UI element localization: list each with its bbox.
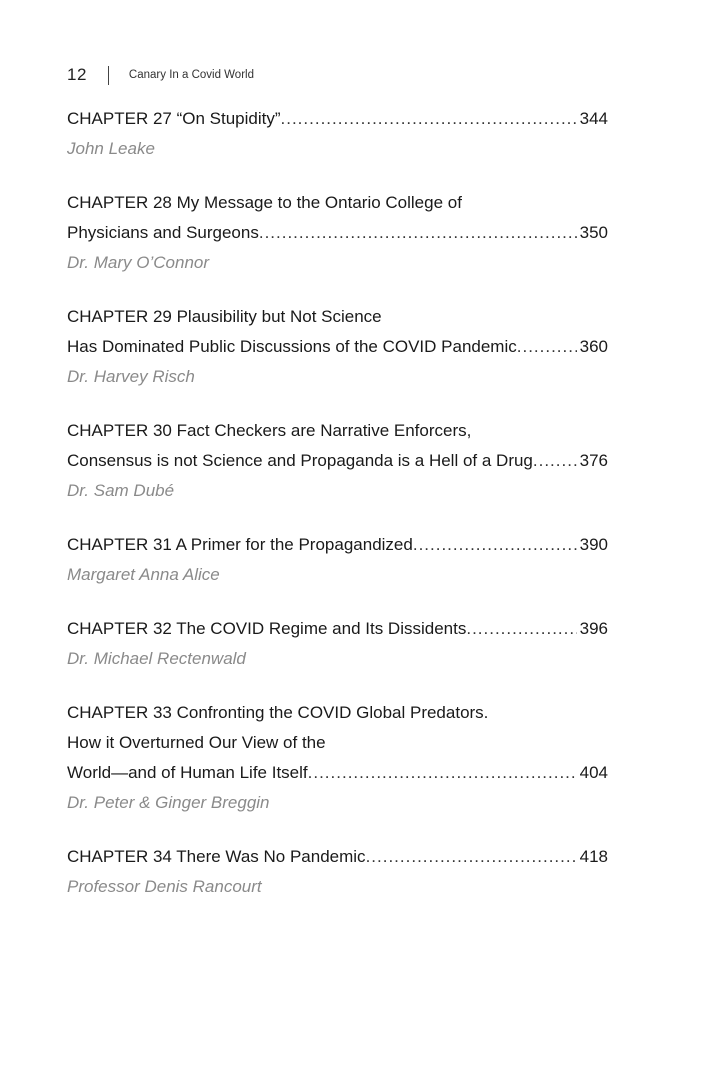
- chapter-title-continued: World—and of Human Life Itself: [67, 763, 308, 782]
- toc-entry-line: [67, 188, 608, 218]
- table-of-contents: [67, 104, 608, 906]
- chapter-title-continued: Physicians and Surgeons: [67, 223, 259, 242]
- chapter-title: CHAPTER 31 A Primer for the Propagandized: [67, 535, 413, 554]
- chapter-title: CHAPTER 27 “On Stupidity”: [67, 109, 281, 128]
- dot-leader: [466, 614, 576, 644]
- toc-entry-chapter-32: [67, 614, 608, 678]
- chapter-author: Professor Denis Rancourt: [67, 877, 262, 896]
- toc-entry-chapter-30: [67, 416, 608, 510]
- toc-entry-chapter-33: [67, 698, 608, 822]
- toc-entry-line: [67, 728, 608, 758]
- chapter-title: CHAPTER 30 Fact Checkers are Narrative Enforcers,: [67, 421, 472, 440]
- page-reference: 396: [579, 619, 608, 638]
- toc-entry-chapter-29: [67, 302, 608, 396]
- chapter-author: Dr. Peter & Ginger Breggin: [67, 793, 270, 812]
- dot-leader: [259, 218, 577, 248]
- chapter-title: CHAPTER 32 The COVID Regime and Its Dissidents: [67, 619, 467, 638]
- chapter-author: Dr. Harvey Risch: [67, 367, 195, 386]
- header-divider: [108, 66, 109, 85]
- dot-leader: [366, 842, 577, 872]
- page-reference: 376: [579, 451, 608, 470]
- dot-leader: [413, 530, 577, 560]
- page-reference: 404: [579, 763, 608, 782]
- chapter-author: Margaret Anna Alice: [67, 565, 220, 584]
- chapter-title-continued: Consensus is not Science and Propaganda is a Hell of a Drug: [67, 451, 533, 470]
- toc-entry-line: [67, 842, 608, 872]
- chapter-author: John Leake: [67, 139, 155, 158]
- chapter-title: CHAPTER 29 Plausibility but Not Science: [67, 307, 382, 326]
- toc-entry-line: [67, 416, 608, 446]
- chapter-title: CHAPTER 34 There Was No Pandemic: [67, 847, 366, 866]
- chapter-author: Dr. Michael Rectenwald: [67, 649, 246, 668]
- toc-entry-line: [67, 332, 608, 362]
- toc-entry-line: [67, 698, 608, 728]
- chapter-title: CHAPTER 28 My Message to the Ontario College of: [67, 193, 462, 212]
- page-number: 12: [67, 65, 87, 84]
- chapter-author: Dr. Mary O’Connor: [67, 253, 210, 272]
- chapter-title-continued: Has Dominated Public Discussions of the COVID Pandemic: [67, 337, 517, 356]
- page-reference: 350: [579, 223, 608, 242]
- toc-entry-chapter-27: [67, 104, 608, 168]
- page-reference: 418: [579, 847, 608, 866]
- page-reference: 360: [579, 337, 608, 356]
- dot-leader: [308, 758, 577, 788]
- toc-entry-chapter-28: [67, 188, 608, 282]
- chapter-author: Dr. Sam Dubé: [67, 481, 175, 500]
- toc-entry-line: [67, 530, 608, 560]
- dot-leader: [533, 446, 577, 476]
- toc-entry-line: [67, 302, 608, 332]
- toc-entry-line: [67, 218, 608, 248]
- toc-entry-chapter-34: [67, 842, 608, 906]
- toc-entry-line: [67, 614, 608, 644]
- toc-entry-line: [67, 758, 608, 788]
- toc-entry-line: [67, 104, 608, 134]
- page-reference: 390: [579, 535, 608, 554]
- chapter-title: CHAPTER 33 Confronting the COVID Global Predators.: [67, 703, 489, 722]
- dot-leader: [517, 332, 577, 362]
- toc-entry-chapter-31: [67, 530, 608, 594]
- dot-leader: [281, 104, 577, 134]
- chapter-title-continued: How it Overturned Our View of the: [67, 733, 326, 752]
- book-title: Canary In a Covid World: [128, 69, 254, 81]
- running-header: [67, 62, 254, 88]
- page-reference: 344: [579, 109, 608, 128]
- toc-entry-line: [67, 446, 608, 476]
